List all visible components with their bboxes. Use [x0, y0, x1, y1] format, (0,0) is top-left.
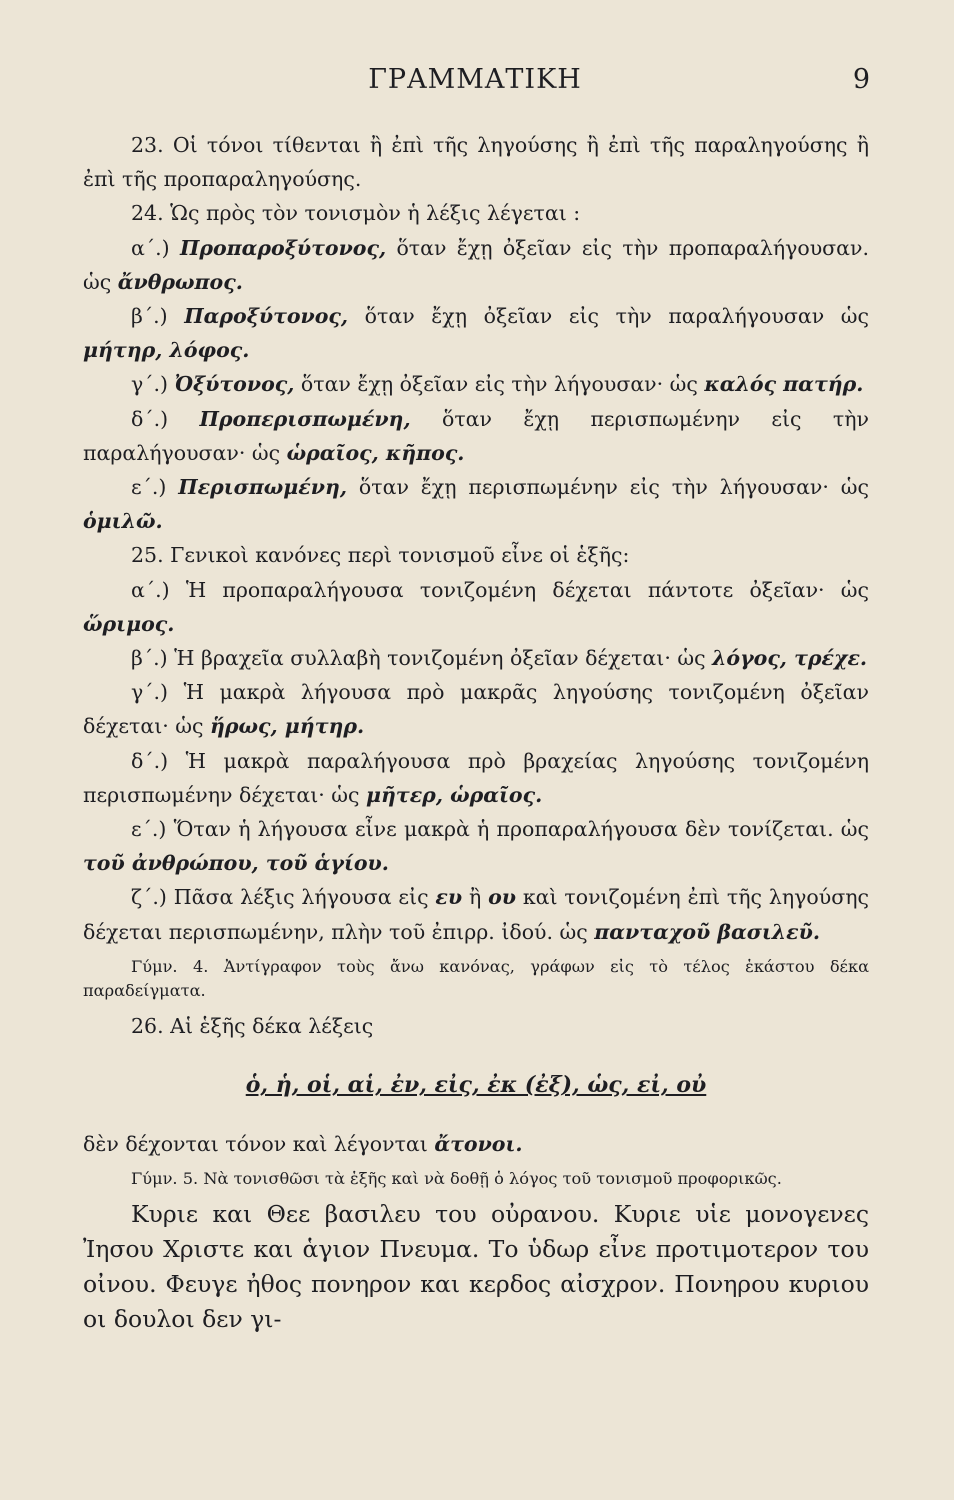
item-mark: ε΄.)	[131, 475, 167, 500]
rule-example: ἥρως, μήτηρ.	[209, 714, 365, 739]
section-24	[83, 196, 869, 230]
list-item	[83, 367, 869, 401]
section-26-conclusion	[83, 1127, 869, 1161]
item-mark: β΄.)	[131, 304, 168, 329]
rule-text: Πᾶσα λέξις λήγουσα εἰς	[173, 885, 436, 910]
rule-example: τοῦ ἀνθρώπου, τοῦ ἁγίου.	[83, 851, 389, 876]
item-example: ἄνθρωπος.	[117, 269, 243, 294]
rule-mark: β΄.)	[131, 646, 168, 671]
section-text: Οἱ τόνοι τίθενται ἢ ἐπὶ τῆς ληγούσης ἢ ἐπὶ τῆς παραληγούσης ἢ ἐπὶ τῆς προπαραληγούσης.	[83, 133, 869, 192]
atonic-term: ἄτονοι.	[434, 1132, 523, 1157]
exercise-text: Ἀντίγραφον τοὺς ἄνω κανόνας, γράφων εἰς τὸ τέλος ἑκάστου δέκα παραδείγματα.	[83, 956, 869, 1000]
page-body	[83, 128, 869, 1337]
rule-text: ἢ	[462, 885, 489, 910]
atonic-words	[83, 1065, 869, 1105]
section-25	[83, 538, 869, 572]
conclusion-text: δὲν δέχονται τόνον καὶ λέγονται	[83, 1132, 435, 1157]
exercise-passage: Κυριε και Θεε βασιλευ του οὐρανου. Κυριε υἱε μονογενες Ἰησου Χριστε και ἁγιον Πνευμα. Το ὑδωρ εἶνε προτιμοτερον του οἰνου. Φευγε ἠθος πονηρον και κερδος αἰσχρον. Πονηρου κυριου οι δουλοι δεν γι-	[83, 1200, 869, 1334]
rule-item	[83, 641, 869, 675]
rule-item	[83, 744, 869, 812]
item-example: ὁμιλῶ.	[83, 509, 163, 534]
list-item	[83, 299, 869, 367]
rule-example: μῆτερ, ὡραῖος.	[366, 782, 543, 807]
section-26	[83, 1009, 869, 1043]
rule-text: Ἡ μακρὰ παραλήγουσα πρὸ βραχείας ληγούσης τονιζομένη περισπωμένην δέχεται· ὡς	[83, 748, 869, 807]
item-term: Προπερισπωμένη,	[199, 406, 411, 431]
list-item	[83, 231, 869, 299]
item-term: Προπαροξύτονος,	[179, 235, 387, 260]
rule-mark: γ΄.)	[131, 680, 169, 705]
item-term: Ὀξύτονος,	[174, 372, 295, 397]
atonic-words-list: ὁ, ἡ, οἱ, αἱ, ἐν, εἰς, ἐκ (ἐξ), ὡς, εἰ, οὐ	[245, 1072, 707, 1099]
section-intro: Γενικοὶ κανόνες περὶ τονισμοῦ εἶνε οἱ ἑξῆς:	[170, 543, 630, 568]
section-23	[83, 128, 869, 196]
rule-text: Ἡ προπαραλήγουσα τονιζομένη δέχεται πάντοτε ὀξεῖαν· ὡς	[185, 577, 869, 602]
rule-text: Ἡ βραχεῖα συλλαβὴ τονιζομένη ὀξεῖαν δέχεται· ὡς	[174, 646, 713, 671]
item-term: Περισπωμένη,	[178, 475, 348, 500]
exercise-4	[83, 955, 869, 1003]
exercise-text: Νὰ τονισθῶσι τὰ ἑξῆς καὶ νὰ δοθῇ ὁ λόγος τοῦ τονισμοῦ προφορικῶς.	[203, 1169, 782, 1189]
item-desc: ὅταν ἔχῃ ὀξεῖαν εἰς τὴν προπαραλήγουσαν. ὡς	[83, 235, 869, 294]
section-number: 24.	[131, 201, 164, 226]
rule-text: Ἡ μακρὰ λήγουσα πρὸ μακρᾶς ληγούσης τονιζομένη ὀξεῖαν δέχεται· ὡς	[83, 680, 869, 739]
item-desc: ὅταν ἔχῃ ὀξεῖαν εἰς τὴν λήγουσαν· ὡς	[294, 372, 705, 397]
item-mark: δ΄.)	[131, 406, 169, 431]
item-example: ὡραῖος, κῆπος.	[286, 440, 465, 465]
section-number: 23.	[131, 133, 164, 157]
page-header	[80, 62, 870, 102]
rule-mark: ζ΄.)	[131, 885, 167, 910]
item-term: Παροξύτονος,	[184, 304, 349, 329]
ending-eu: ευ	[435, 885, 463, 910]
rule-item	[83, 675, 869, 743]
item-mark: γ΄.)	[131, 372, 169, 397]
item-desc: ὅταν ἔχῃ περισπωμένην εἰς τὴν παραλήγουσαν· ὡς	[83, 406, 869, 465]
exercise-label: Γύμν. 4.	[131, 956, 209, 976]
section-number: 26.	[131, 1013, 164, 1038]
item-example: μήτηρ, λόφος.	[83, 338, 250, 363]
page-number: 9	[852, 64, 870, 95]
item-desc: ὅταν ἔχῃ περισπωμένην εἰς τὴν λήγουσαν· ὡς	[347, 475, 869, 500]
item-desc: ὅταν ἔχῃ ὀξεῖαν εἰς τὴν παραλήγουσαν ὡς	[348, 304, 869, 329]
rule-item	[83, 880, 869, 948]
exercise-5	[83, 1167, 869, 1191]
rule-text: Ὅταν ἡ λήγουσα εἶνε μακρὰ ἡ προπαραλήγουσα δὲν τονίζεται. ὡς	[173, 817, 869, 842]
running-title: ΓΡΑΜΜΑΤΙΚΗ	[368, 64, 582, 95]
rule-example: πανταχοῦ βασιλεῦ.	[594, 919, 820, 944]
rule-example: ὥριμος.	[83, 611, 175, 636]
list-item	[83, 470, 869, 538]
section-intro: Ὡς πρὸς τὸν τονισμὸν ἡ λέξις λέγεται :	[170, 201, 581, 226]
rule-mark: ε΄.)	[131, 817, 167, 842]
item-example: καλός πατήρ.	[704, 372, 864, 397]
rule-item	[83, 573, 869, 641]
rule-text: καὶ τονιζομένη ἐπὶ τῆς ληγούσης δέχεται περισπωμένην, πλὴν τοῦ ἐπιρρ. ἰδού. ὡς	[83, 885, 869, 944]
rule-mark: δ΄.)	[131, 748, 169, 773]
section-intro: Αἱ ἑξῆς δέκα λέξεις	[170, 1013, 374, 1038]
section-number: 25.	[131, 543, 164, 568]
rule-mark: α΄.)	[131, 577, 170, 602]
item-mark: α΄.)	[131, 235, 170, 260]
list-item	[83, 402, 869, 470]
exercise-label: Γύμν. 5.	[131, 1169, 199, 1189]
ending-ou: ου	[488, 885, 516, 910]
rule-item	[83, 812, 869, 880]
rule-example: λόγος, τρέχε.	[712, 646, 868, 671]
